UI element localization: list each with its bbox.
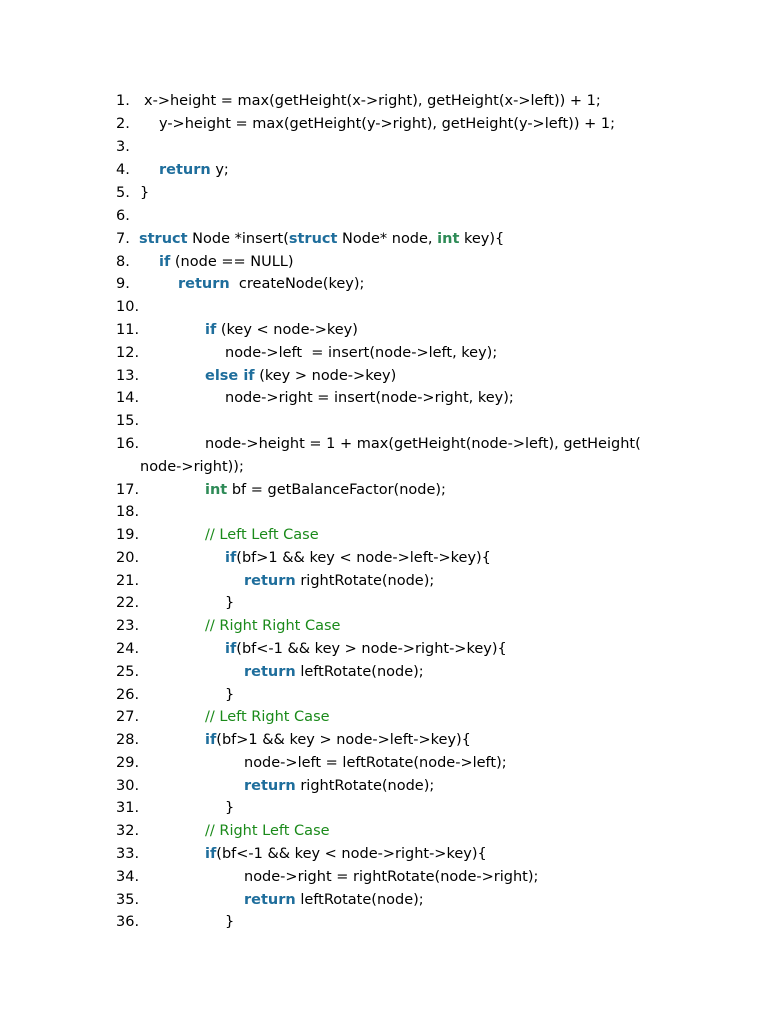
code-line (116, 638, 728, 661)
code-keyword: if (225, 550, 237, 566)
code-keyword: int (205, 482, 228, 498)
code-keyword: return (244, 778, 296, 794)
code-keyword: if (205, 846, 217, 862)
code-token: Node* node, (337, 231, 438, 247)
line-number: 16. (116, 436, 140, 452)
code-line (116, 90, 728, 113)
code-token: } (140, 185, 150, 201)
code-line (116, 911, 728, 934)
line-number: 15. (116, 413, 140, 429)
code-keyword: return (159, 162, 211, 178)
line-number: 36. (116, 914, 140, 930)
code-text (139, 228, 504, 251)
code-line (116, 113, 728, 136)
code-text (205, 843, 487, 866)
code-line (116, 296, 728, 319)
code-token: x->height = max(getHeight(x->right), getHeight(x->left)) + 1; (144, 93, 601, 109)
code-token: node->left = leftRotate(node->left); (244, 755, 507, 771)
code-token: leftRotate(node); (295, 892, 424, 908)
line-number: 19. (116, 527, 140, 543)
code-line (116, 136, 728, 159)
code-keyword: if (205, 732, 217, 748)
code-token: y; (210, 162, 229, 178)
code-keyword: return (244, 573, 296, 589)
code-line (116, 889, 728, 912)
line-number: 17. (116, 482, 140, 498)
code-text (244, 752, 507, 775)
code-keyword: return (244, 664, 296, 680)
code-comment: // Right Left Case (205, 823, 330, 839)
code-line (116, 159, 728, 182)
code-keyword: if (225, 641, 237, 657)
code-line (116, 524, 728, 547)
line-number: 7. (116, 231, 130, 247)
code-line-continuation: node->right)); (140, 459, 244, 475)
code-line (116, 273, 728, 296)
code-text (205, 706, 330, 729)
code-text (225, 387, 514, 410)
code-keyword: else if (205, 368, 255, 384)
line-number: 31. (116, 800, 140, 816)
line-number: 27. (116, 709, 140, 725)
line-number: 33. (116, 846, 140, 862)
code-text (225, 592, 234, 615)
code-text (159, 113, 615, 136)
code-line (116, 410, 728, 433)
line-number: 11. (116, 322, 140, 338)
code-token: (bf>1 && key > node->left->key){ (216, 732, 471, 748)
code-line (116, 706, 728, 729)
code-text (205, 615, 340, 638)
code-line (116, 820, 728, 843)
line-number: 20. (116, 550, 140, 566)
code-text (244, 661, 424, 684)
code-text (205, 479, 446, 502)
code-comment: // Left Right Case (205, 709, 330, 725)
code-line (116, 228, 728, 251)
code-token: (key > node->key) (254, 368, 397, 384)
code-comment: // Left Left Case (205, 527, 319, 543)
line-number: 12. (116, 345, 140, 361)
code-text (159, 251, 294, 274)
code-keyword: struct (139, 231, 188, 247)
code-token: leftRotate(node); (295, 664, 424, 680)
code-line (116, 661, 728, 684)
line-number: 5. (116, 185, 130, 201)
code-line (116, 615, 728, 638)
code-text (205, 820, 330, 843)
code-line (116, 342, 728, 365)
code-line (116, 433, 728, 456)
code-text (225, 342, 497, 365)
code-text (140, 182, 149, 205)
code-token: key){ (459, 231, 505, 247)
code-text (159, 159, 229, 182)
code-text (225, 638, 507, 661)
code-token: (bf<-1 && key < node->right->key){ (216, 846, 487, 862)
code-token: (bf>1 && key < node->left->key){ (236, 550, 491, 566)
code-token: bf = getBalanceFactor(node); (227, 482, 446, 498)
line-number: 30. (116, 778, 140, 794)
code-line (116, 547, 728, 570)
line-number: 26. (116, 687, 140, 703)
line-number: 25. (116, 664, 140, 680)
code-keyword: struct (288, 231, 338, 247)
code-keyword: return (244, 892, 296, 908)
line-number: 32. (116, 823, 140, 839)
code-token: node->right = rightRotate(node->right); (244, 869, 539, 885)
line-number: 1. (116, 93, 130, 109)
code-text (244, 775, 434, 798)
code-token: (key < node->key) (216, 322, 358, 338)
line-number: 35. (116, 892, 140, 908)
code-keyword: if (205, 322, 217, 338)
code-line (116, 205, 728, 228)
line-number: 14. (116, 390, 140, 406)
code-line (116, 866, 728, 889)
code-line (116, 365, 728, 388)
code-token: (node == NULL) (170, 254, 294, 270)
line-number: 6. (116, 208, 130, 224)
code-text (244, 866, 538, 889)
code-line (116, 843, 728, 866)
code-line (116, 319, 728, 342)
code-line (116, 752, 728, 775)
line-number: 2. (116, 116, 130, 132)
line-number: 28. (116, 732, 140, 748)
code-line (116, 182, 728, 205)
code-token: Node *insert( (187, 231, 289, 247)
code-keyword: return (178, 276, 230, 292)
code-text (205, 365, 396, 388)
code-token: node->left = insert(node->left, key); (225, 345, 498, 361)
code-text (205, 524, 319, 547)
code-keyword: if (159, 254, 171, 270)
code-line (116, 251, 728, 274)
line-number: 3. (116, 139, 130, 155)
code-text (205, 433, 641, 456)
line-number: 8. (116, 254, 130, 270)
line-number: 22. (116, 595, 140, 611)
code-comment: // Right Right Case (205, 618, 341, 634)
code-token: node->right = insert(node->right, key); (225, 390, 514, 406)
code-text (225, 547, 491, 570)
line-number: 18. (116, 504, 140, 520)
code-token: node->height = 1 + max(getHeight(node->left), getHeight( (205, 436, 641, 452)
line-number: 29. (116, 755, 140, 771)
code-text (144, 90, 601, 113)
code-line (116, 479, 728, 502)
code-line (116, 570, 728, 593)
code-text (244, 570, 434, 593)
code-token: } (225, 595, 235, 611)
code-line (116, 797, 728, 820)
code-line (116, 775, 728, 798)
code-line (116, 684, 728, 707)
code-token: y->height = max(getHeight(y->right), getHeight(y->left)) + 1; (159, 116, 615, 132)
code-text (244, 889, 424, 912)
line-number: 13. (116, 368, 140, 384)
code-text (225, 684, 234, 707)
code-line (116, 729, 728, 752)
code-text (225, 797, 234, 820)
code-line (116, 387, 728, 410)
code-line (116, 501, 728, 524)
code-token: } (225, 914, 235, 930)
line-number: 21. (116, 573, 140, 589)
code-token: createNode(key); (229, 276, 365, 292)
line-number: 34. (116, 869, 140, 885)
code-token: } (225, 687, 235, 703)
line-number: 10. (116, 299, 140, 315)
code-text (205, 729, 471, 752)
code-text (225, 911, 234, 934)
code-line (116, 592, 728, 615)
line-number: 4. (116, 162, 130, 178)
line-number: 24. (116, 641, 140, 657)
code-token: rightRotate(node); (295, 778, 435, 794)
code-keyword: int (437, 231, 460, 247)
code-text (205, 319, 358, 342)
line-number: 9. (116, 276, 130, 292)
code-token: } (225, 800, 235, 816)
line-number: 23. (116, 618, 140, 634)
code-token: (bf<-1 && key > node->right->key){ (236, 641, 507, 657)
code-token: rightRotate(node); (295, 573, 435, 589)
code-text (178, 273, 364, 296)
